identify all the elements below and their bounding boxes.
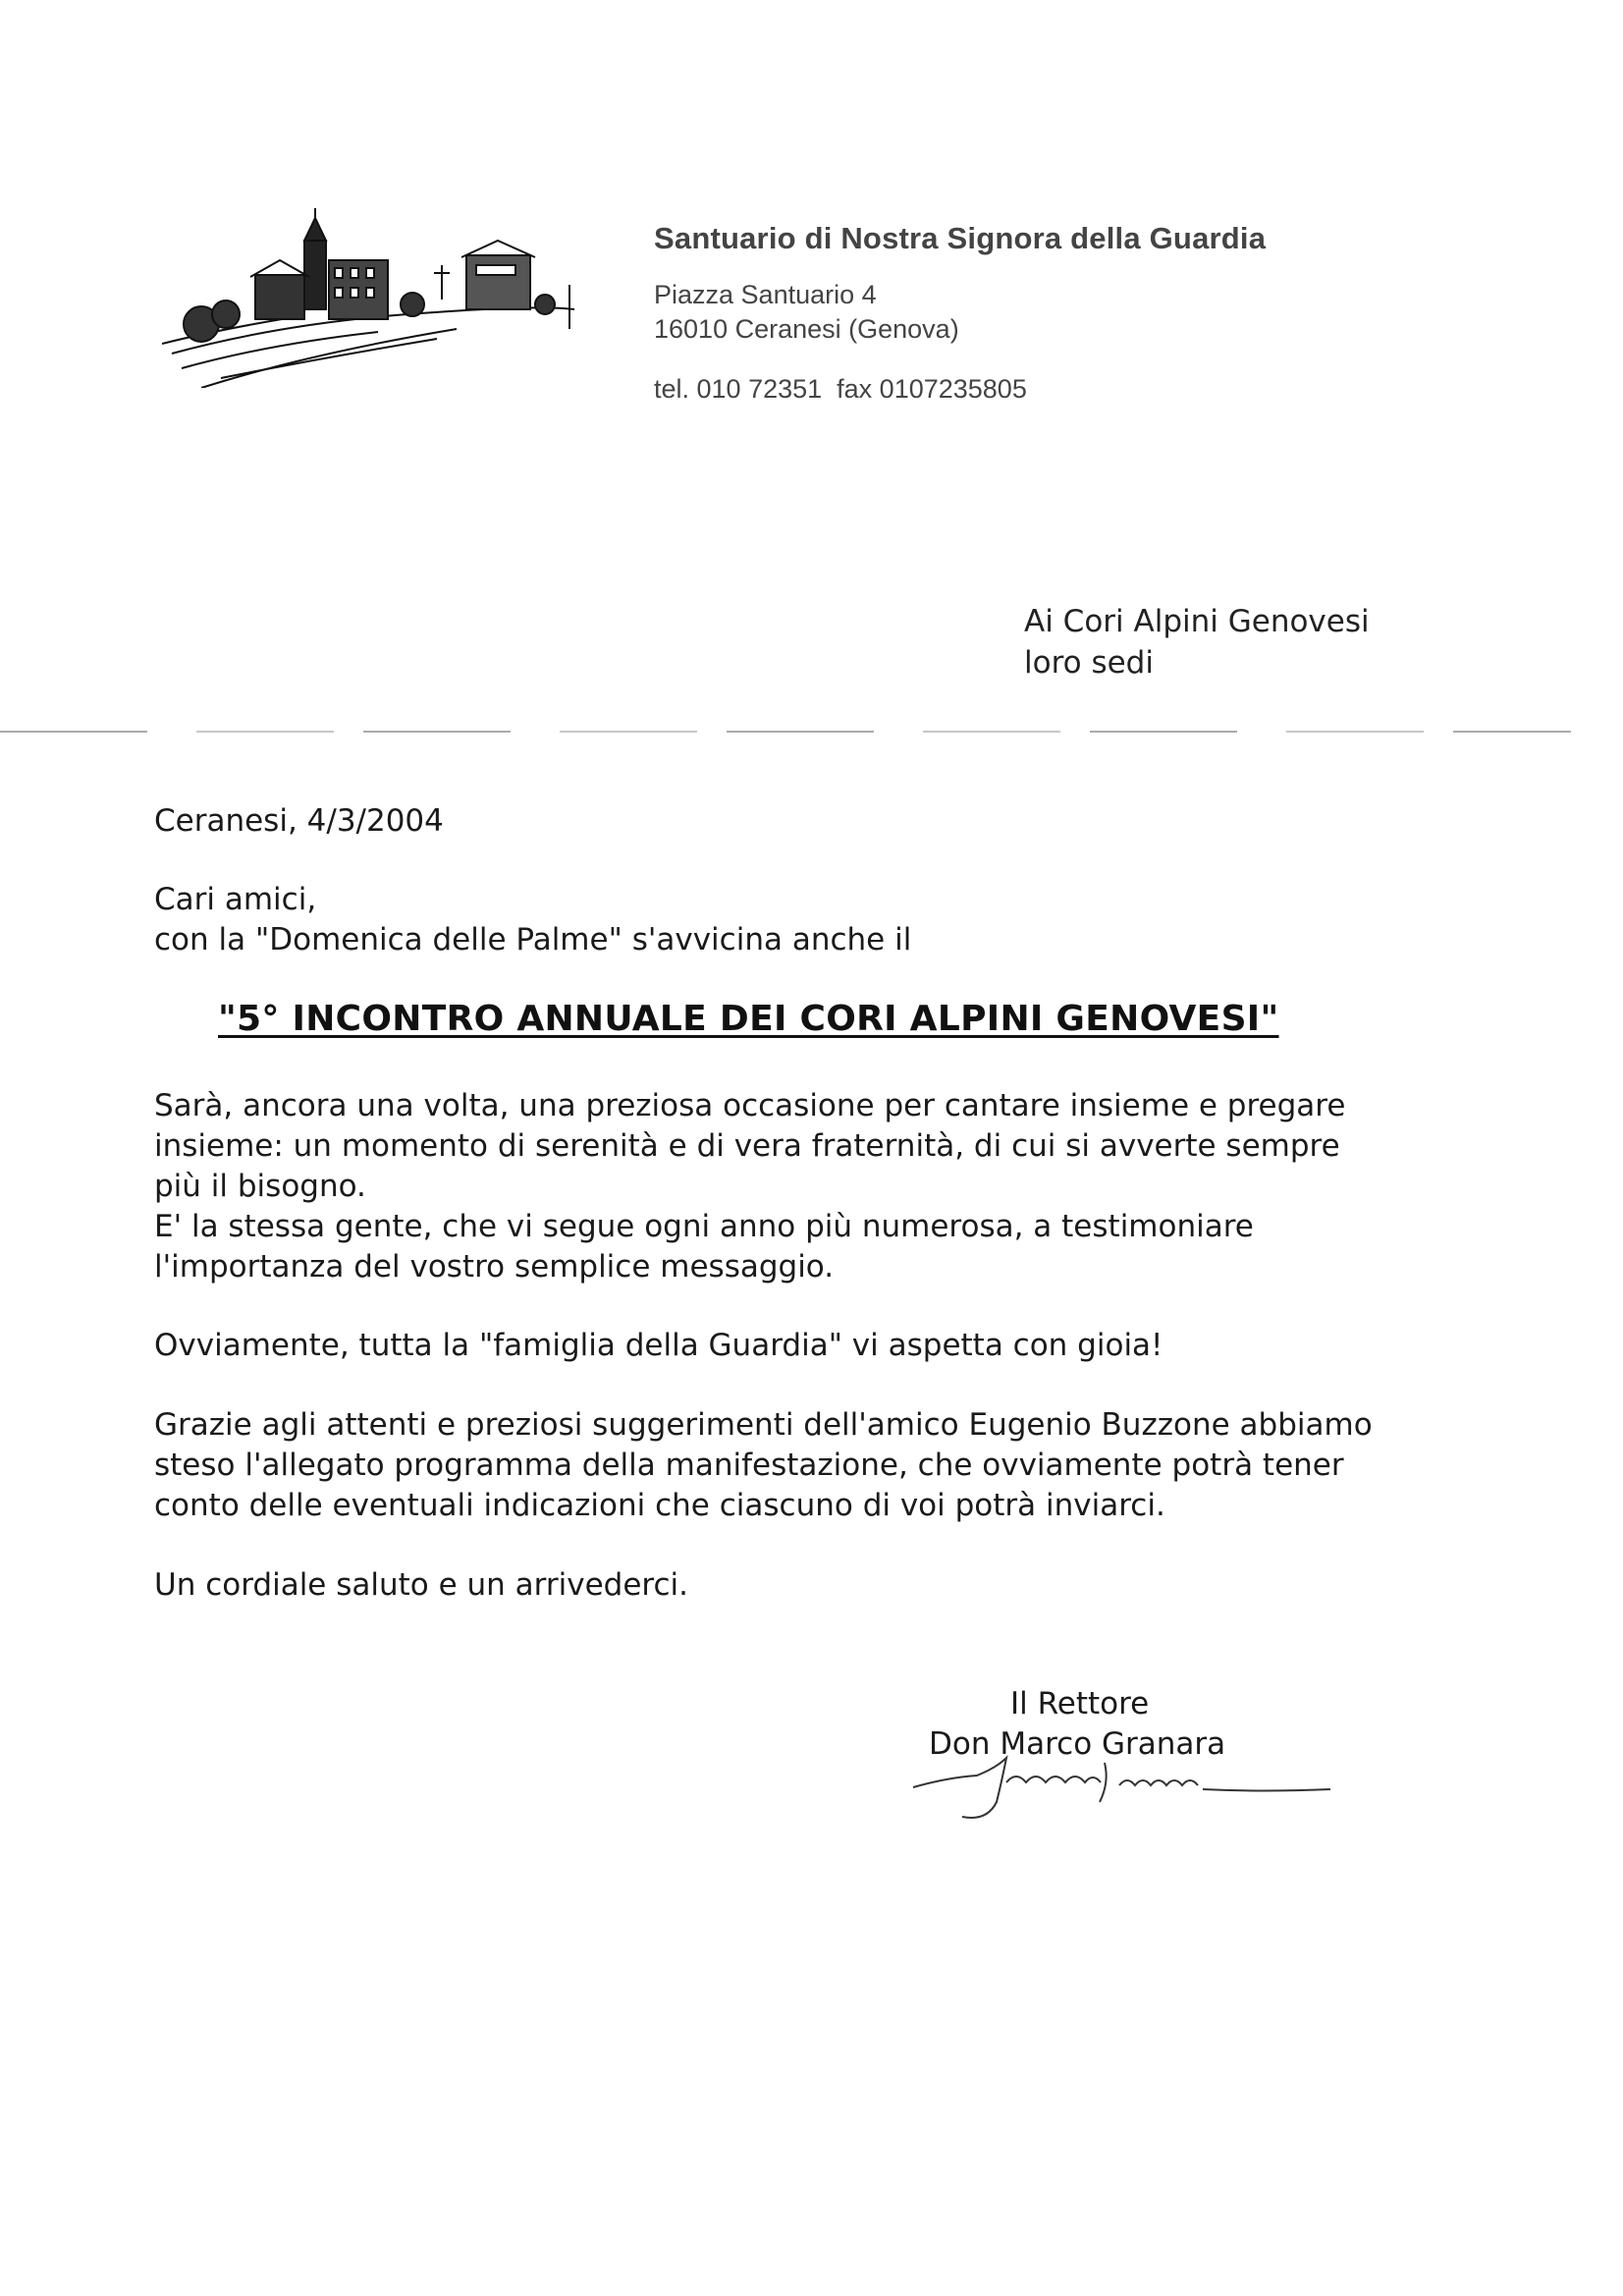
address-line-1: Piazza Santuario 4 (654, 280, 877, 309)
paragraph-3-line: Grazie agli attenti e preziosi suggerimenti dell'amico Eugenio Buzzone abbiamo (154, 1407, 1373, 1443)
greeting-line-2: con la "Domenica delle Palme" s'avvicina anche il (154, 922, 912, 957)
recipient-line-1: Ai Cori Alpini Genovesi (1024, 604, 1370, 639)
handwritten-signature-icon (908, 1748, 1340, 1827)
greeting-line-1: Cari amici, (154, 882, 317, 917)
paragraph-3-line: conto delle eventuali indicazioni che ciascuno di voi potrà inviarci. (154, 1488, 1165, 1523)
letterhead (654, 221, 1266, 405)
sanctuary-logo-icon (162, 206, 584, 388)
paragraph-1-line: insieme: un momento di serenità e di vera fraternità, di cui si avverte sempre (154, 1128, 1340, 1164)
paragraph-1-line: Sarà, ancora una volta, una preziosa occasione per cantare insieme e pregare (154, 1088, 1346, 1123)
paragraph-1 (154, 1086, 1345, 1287)
paragraph-2: Ovviamente, tutta la "famiglia della Guardia" vi aspetta con gioia! (154, 1328, 1163, 1363)
recipient-block (1024, 601, 1370, 683)
fold-divider (0, 731, 1571, 733)
paragraph-1-line: l'importanza del vostro semplice messaggio. (154, 1249, 835, 1285)
closing-line: Un cordiale saluto e un arrivederci. (154, 1567, 688, 1603)
address-line-2: 16010 Ceranesi (Genova) (654, 314, 959, 344)
greeting (154, 880, 911, 960)
event-title: "5° INCONTRO ANNUALE DEI CORI ALPINI GENOVESI" (218, 999, 1279, 1039)
signatory-title: Il Rettore (1010, 1686, 1150, 1722)
paragraph-3-line: steso l'allegato programma della manifestazione, che ovviamente potrà tener (154, 1448, 1344, 1483)
recipient-line-2: loro sedi (1024, 645, 1154, 681)
date-line: Ceranesi, 4/3/2004 (154, 803, 444, 839)
paragraph-1-line: E' la stessa gente, che vi segue ogni anno più numerosa, a testimoniare (154, 1209, 1254, 1244)
contact-numbers: tel. 010 72351 fax 0107235805 (654, 374, 1027, 404)
paragraph-1-line: più il bisogno. (154, 1169, 366, 1204)
paragraph-3 (154, 1405, 1373, 1526)
sanctuary-name: Santuario di Nostra Signora della Guardia (654, 221, 1267, 255)
signatory-name: Don Marco Granara (929, 1726, 1226, 1762)
